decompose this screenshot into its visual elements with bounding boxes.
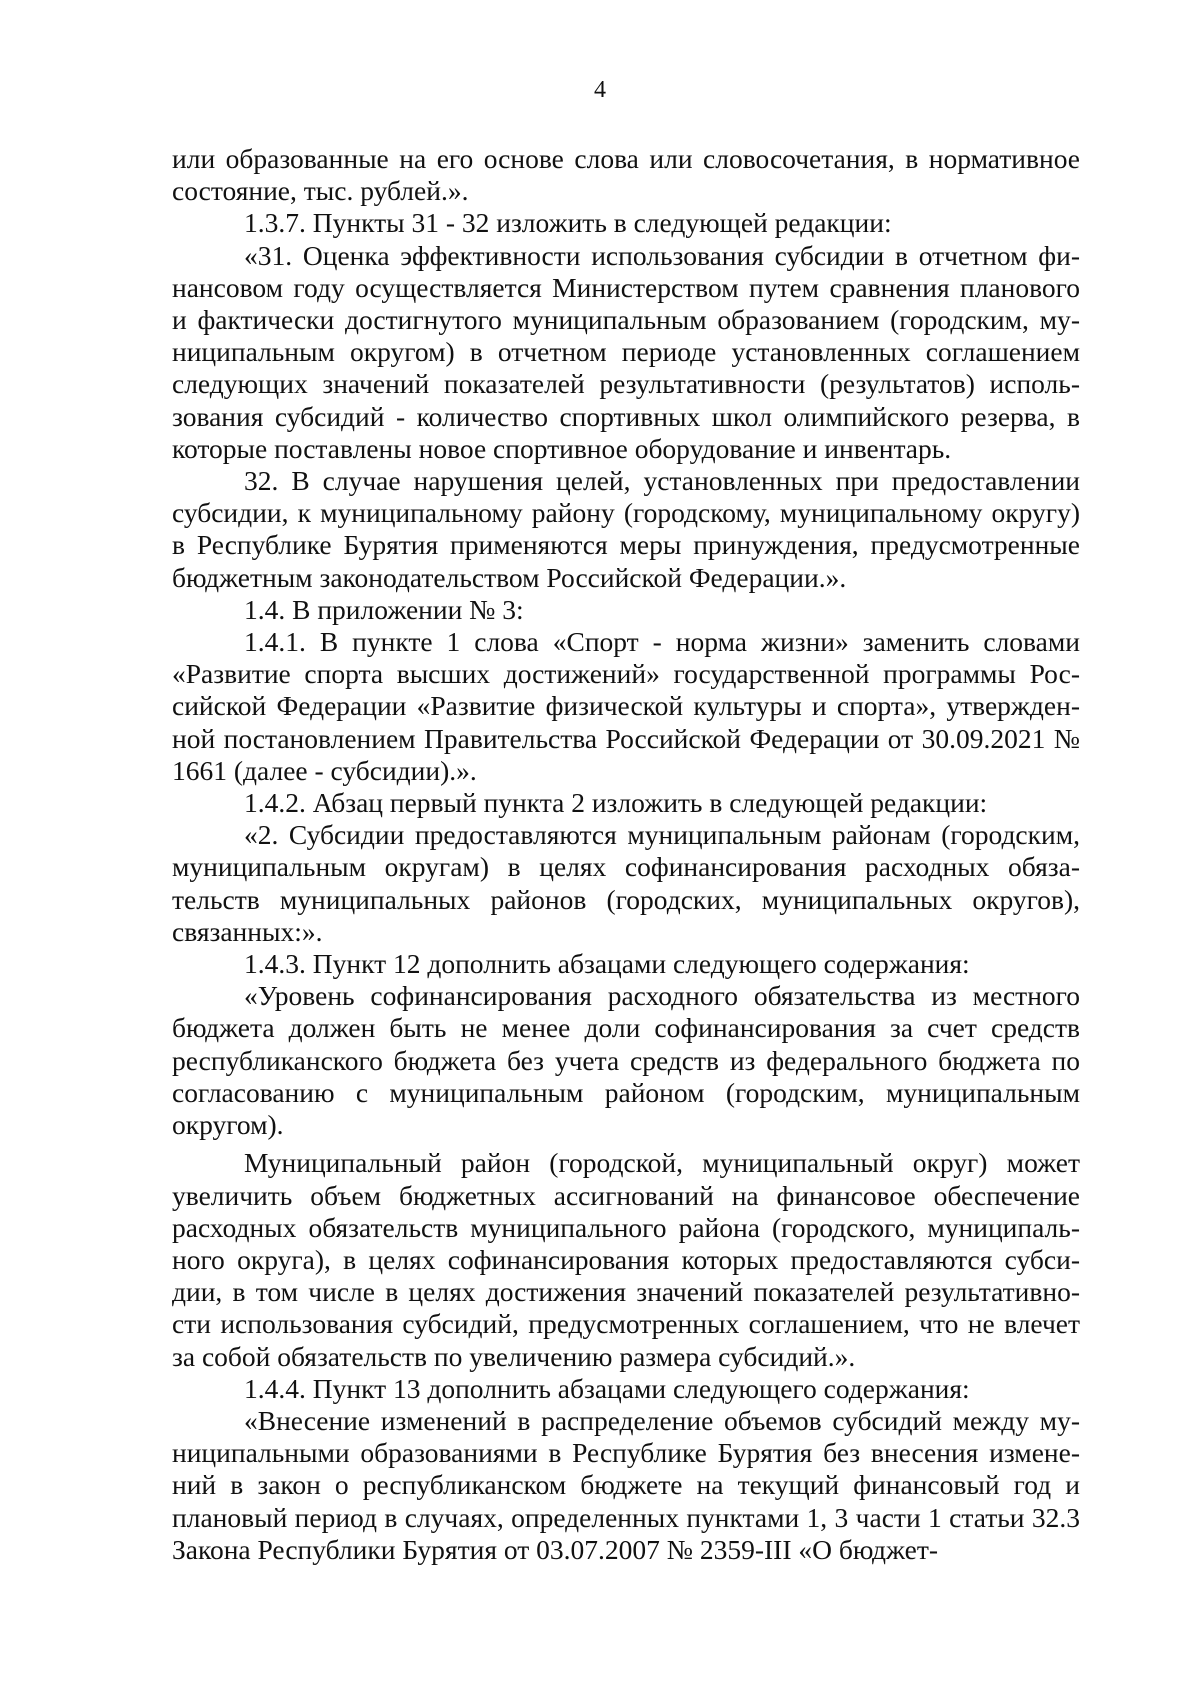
paragraph-distribution-changes: «Внесение изменений в распределение объемов субсидий между муниципальными образованиями в Республике Бурятия без внесения изменений в закон о республиканском бюджете на текущий финансовый год и плановый период в случаях, определенных пунктами 1, 3 части 1 статьи 32.3 Закона Республики Бурятия от 03.07.2007 № 2359-III «О бюджет- [172, 1404, 1080, 1565]
document-body [172, 143, 1080, 1566]
paragraph-1-4-1: 1.4.1. В пункте 1 слова «Спорт - норма жизни» заменить словами «Развитие спорта высших достижений» государственной программы Российской Федерации «Развитие физической культуры и спорта», утвержденной постановлением Правительства Российской Федерации от 30.09.2021 № 1661 (далее - субсидии).». [172, 626, 1080, 786]
paragraph-continuation: или образованные на его основе слова или словосочетания, в нормативное состояние, тыс. рублей.». [172, 143, 1080, 207]
paragraph-1-4-3: 1.4.3. Пункт 12 дополнить абзацами следующего содержания: [244, 948, 970, 980]
paragraph-cofinancing-level: «Уровень софинансирования расходного обязательства из местного бюджета должен быть не менее доли софинансирования за счет средств республиканского бюджета без учета средств из федерального бюджета по согласованию с муниципальным районом (городским, муниципальным округом). [172, 980, 1080, 1141]
paragraph-1-4-2: 1.4.2. Абзац первый пункта 2 изложить в следующей редакции: [244, 787, 988, 819]
paragraph-1-4-4: 1.4.4. Пункт 13 дополнить абзацами следующего содержания: [244, 1372, 970, 1404]
paragraph-item-32: 32. В случае нарушения целей, установленных при предоставлении субсидии, к муниципальному району (городскому, муниципальному округу) в Республике Бурятия применяются меры принуждения, предусмотренные бюджетным законодательством Российской Федерации.». [172, 465, 1080, 593]
paragraph-1-4: 1.4. В приложении № 3: [244, 593, 524, 625]
page-number: 4 [594, 77, 606, 103]
paragraph-item-31: «31. Оценка эффективности использования субсидии в отчетном финансовом году осуществляется Министерством путем сравнения планового и фактически достигнутого муниципальным образованием (городским, муниципальным округом) в отчетном периоде установленных соглашением следующих значений показателей результативности (результатов) использования субсидий - количество спортивных школ олимпийского резерва, в которые поставлены новое спортивное оборудование и инвентарь. [172, 239, 1080, 464]
paragraph-municipal-district: Муниципальный район (городской, муниципальный округ) может увеличить объем бюджетных ассигнований на финансовое обеспечение расходных обязательств муниципального района (городского, муниципального округа), в целях софинансирования которых предоставляются субсидии, в том числе в целях достижения значений показателей результативности использования субсидий, предусмотренных соглашением, что не влечет за собой обязательств по увеличению размера субсидий.». [172, 1147, 1080, 1372]
paragraph-item-2: «2. Субсидии предоставляются муниципальным районам (городским, муниципальным округам) в целях софинансирования расходных обязательств муниципальных районов (городских, муниципальных округов), связанных:». [172, 819, 1080, 947]
paragraph-1-3-7: 1.3.7. Пункты 31 - 32 изложить в следующей редакции: [244, 207, 892, 239]
